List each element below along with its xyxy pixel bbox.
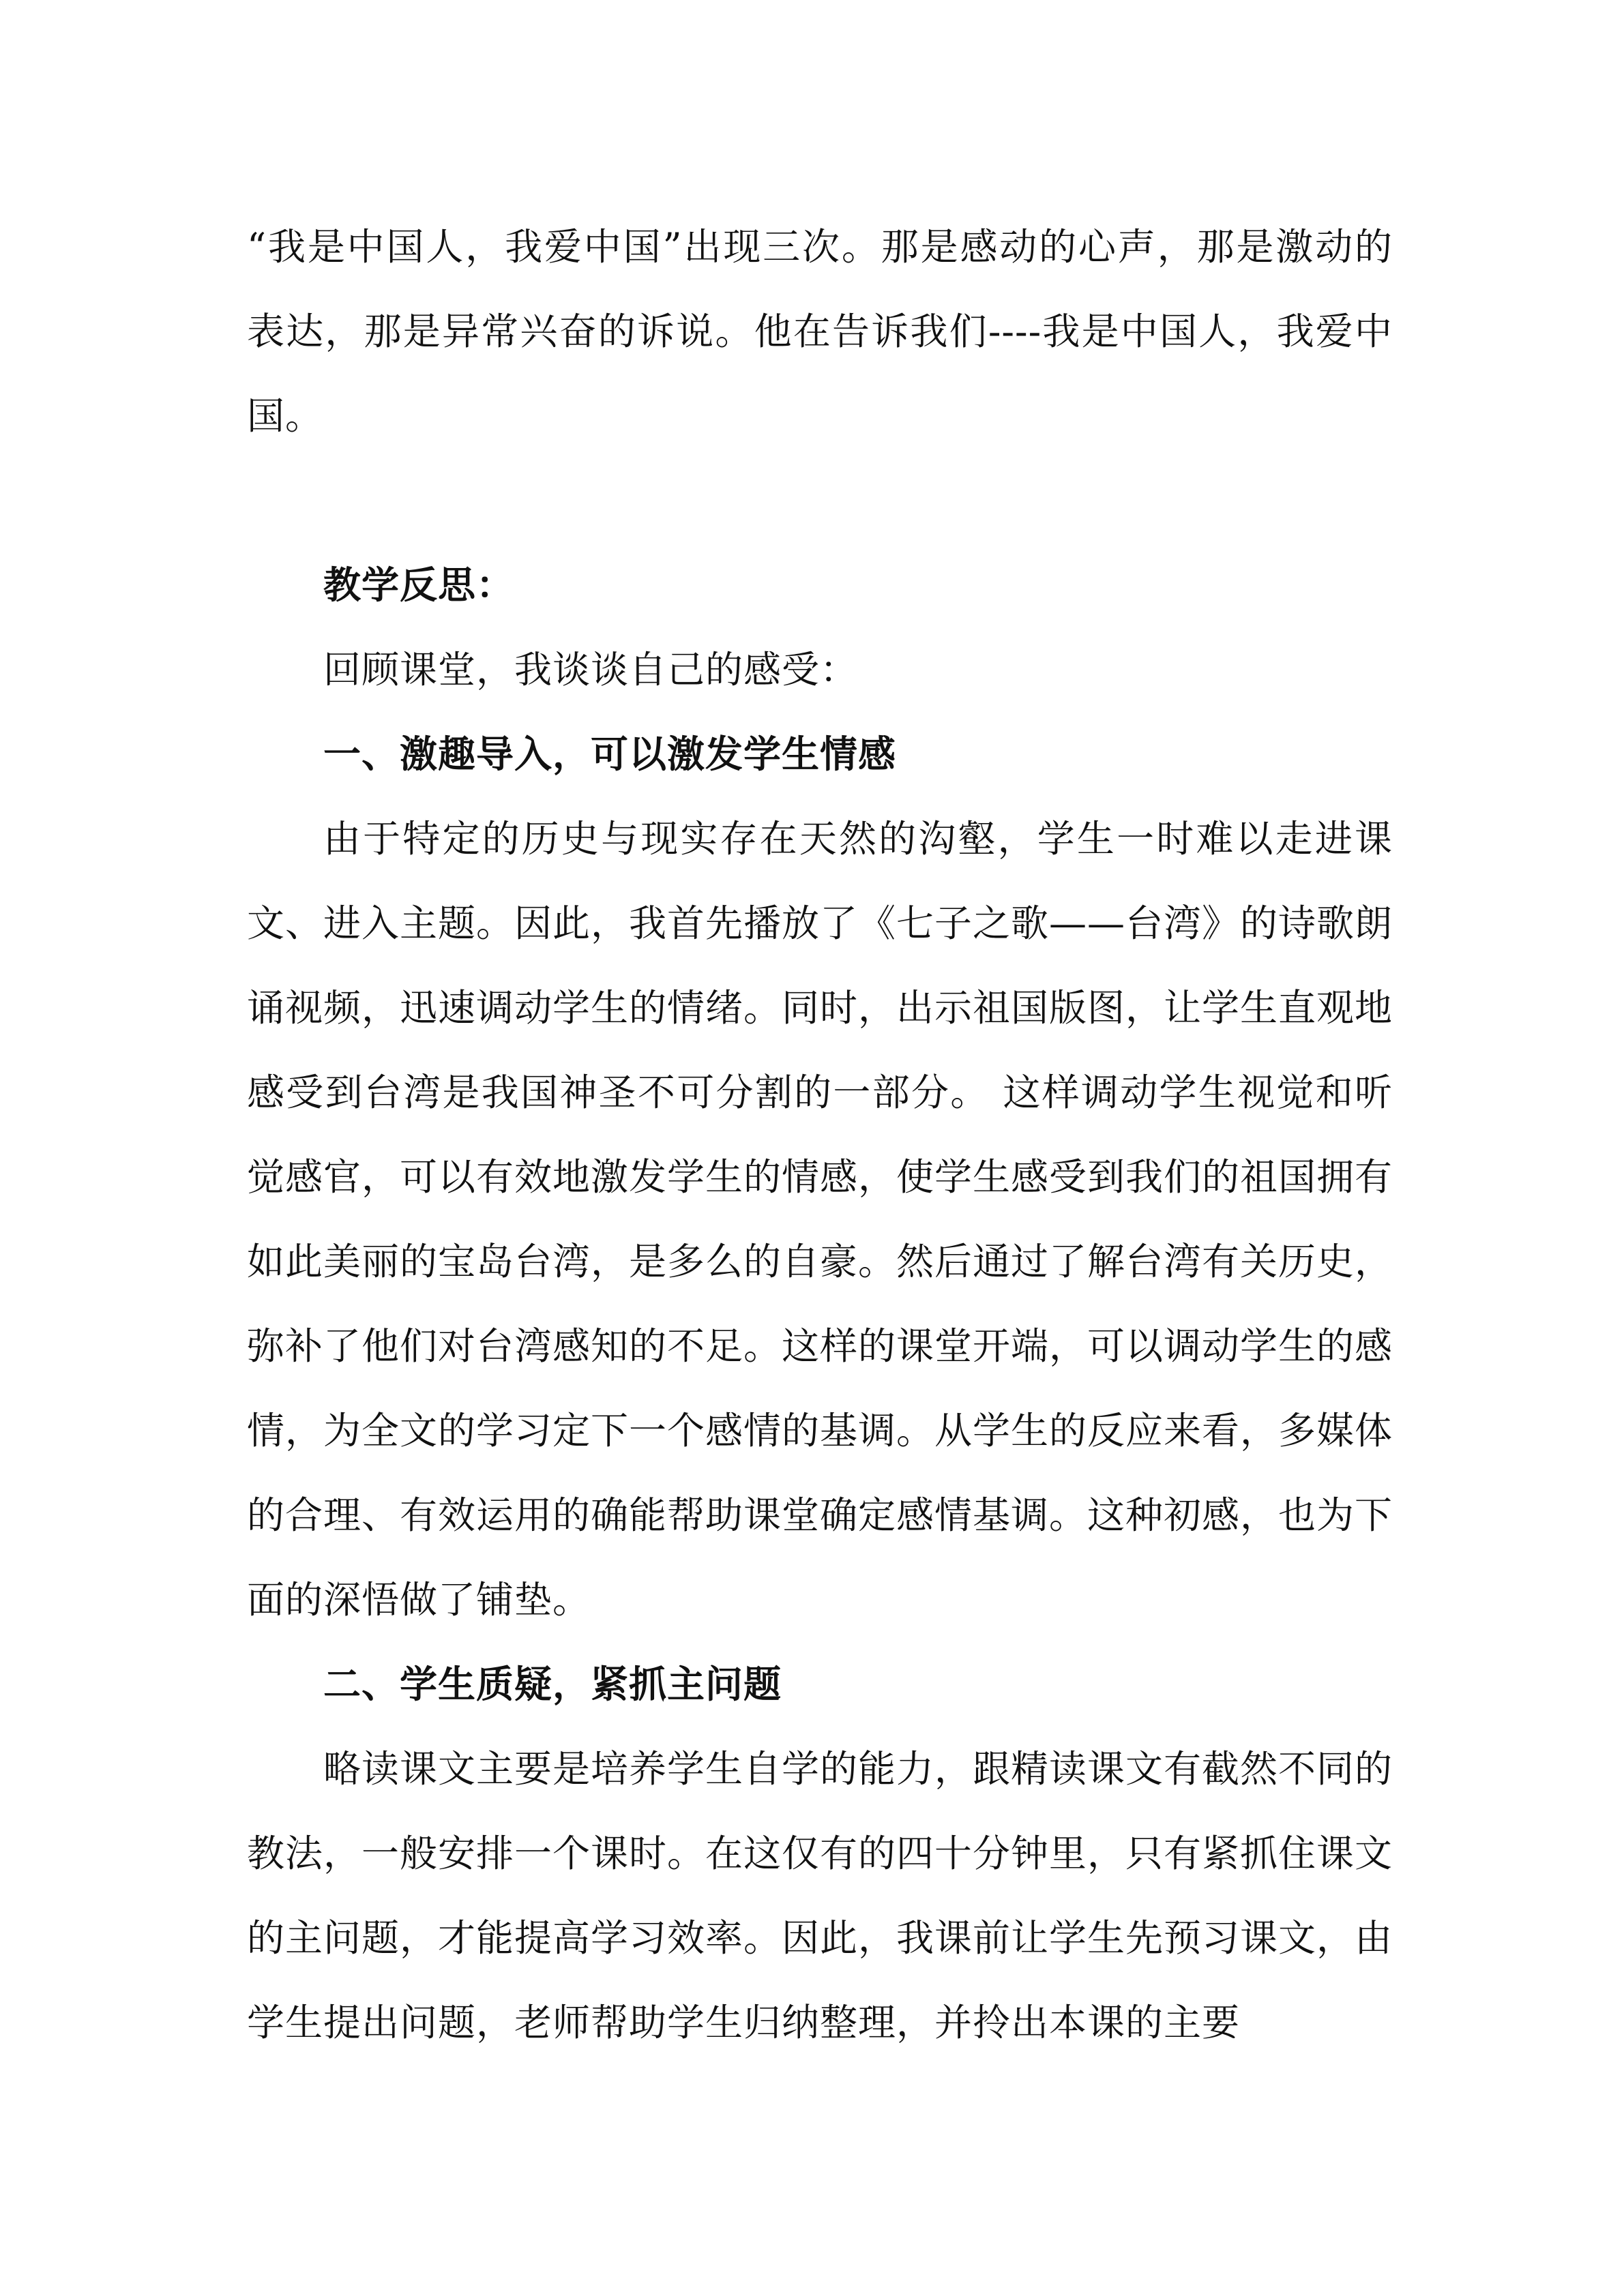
paragraph-gap <box>247 458 1393 543</box>
section-title: 教学反思： <box>323 563 515 607</box>
document-body <box>247 205 1393 2065</box>
opening-paragraph: “我是中国人，我爱中国”出现三次。那是感动的心声，那是激动的表达，那是异常兴奋的诉说。他在告诉我们----我是中国人，我爱中国。 <box>247 225 1393 438</box>
intro-paragraph: 回顾课堂，我谈谈自己的感受： <box>323 648 859 691</box>
body-paragraph-1: 由于特定的历史与现实存在天然的沟壑，学生一时难以走进课文、进入主题。因此，我首先播放了《七子之歌——台湾》的诗歌朗诵视频，迅速调动学生的情绪。同时，出示祖国版图，让学生直观地感受到台湾是我国神圣不可分割的一部分。 这样调动学生视觉和听觉感官，可以有效地激发学生的情感，使学生感受到我们的祖国拥有如此美丽的宝岛台湾，是多么的自豪。然后通过了解台湾有关历史，弥补了他们对台湾感知的不足。这样的课堂开端，可以调动学生的感情，为全文的学习定下一个感情的基调。从学生的反应来看，多媒体的合理、有效运用的确能帮助课堂确定感情基调。这种初感，也为下面的深悟做了铺垫。 <box>247 817 1393 1622</box>
heading-2: 二、学生质疑，紧抓主问题 <box>323 1662 782 1706</box>
body-paragraph-2: 略读课文主要是培养学生自学的能力，跟精读课文有截然不同的教法，一般安排一个课时。在这仅有的四十分钟里，只有紧抓住课文的主问题，才能提高学习效率。因此，我课前让学生先预习课文，由学生提出问题，老师帮助学生归纳整理，并拎出本课的主要 <box>247 1747 1393 2044</box>
heading-1: 一、激趣导入，可以激发学生情感 <box>323 732 897 776</box>
